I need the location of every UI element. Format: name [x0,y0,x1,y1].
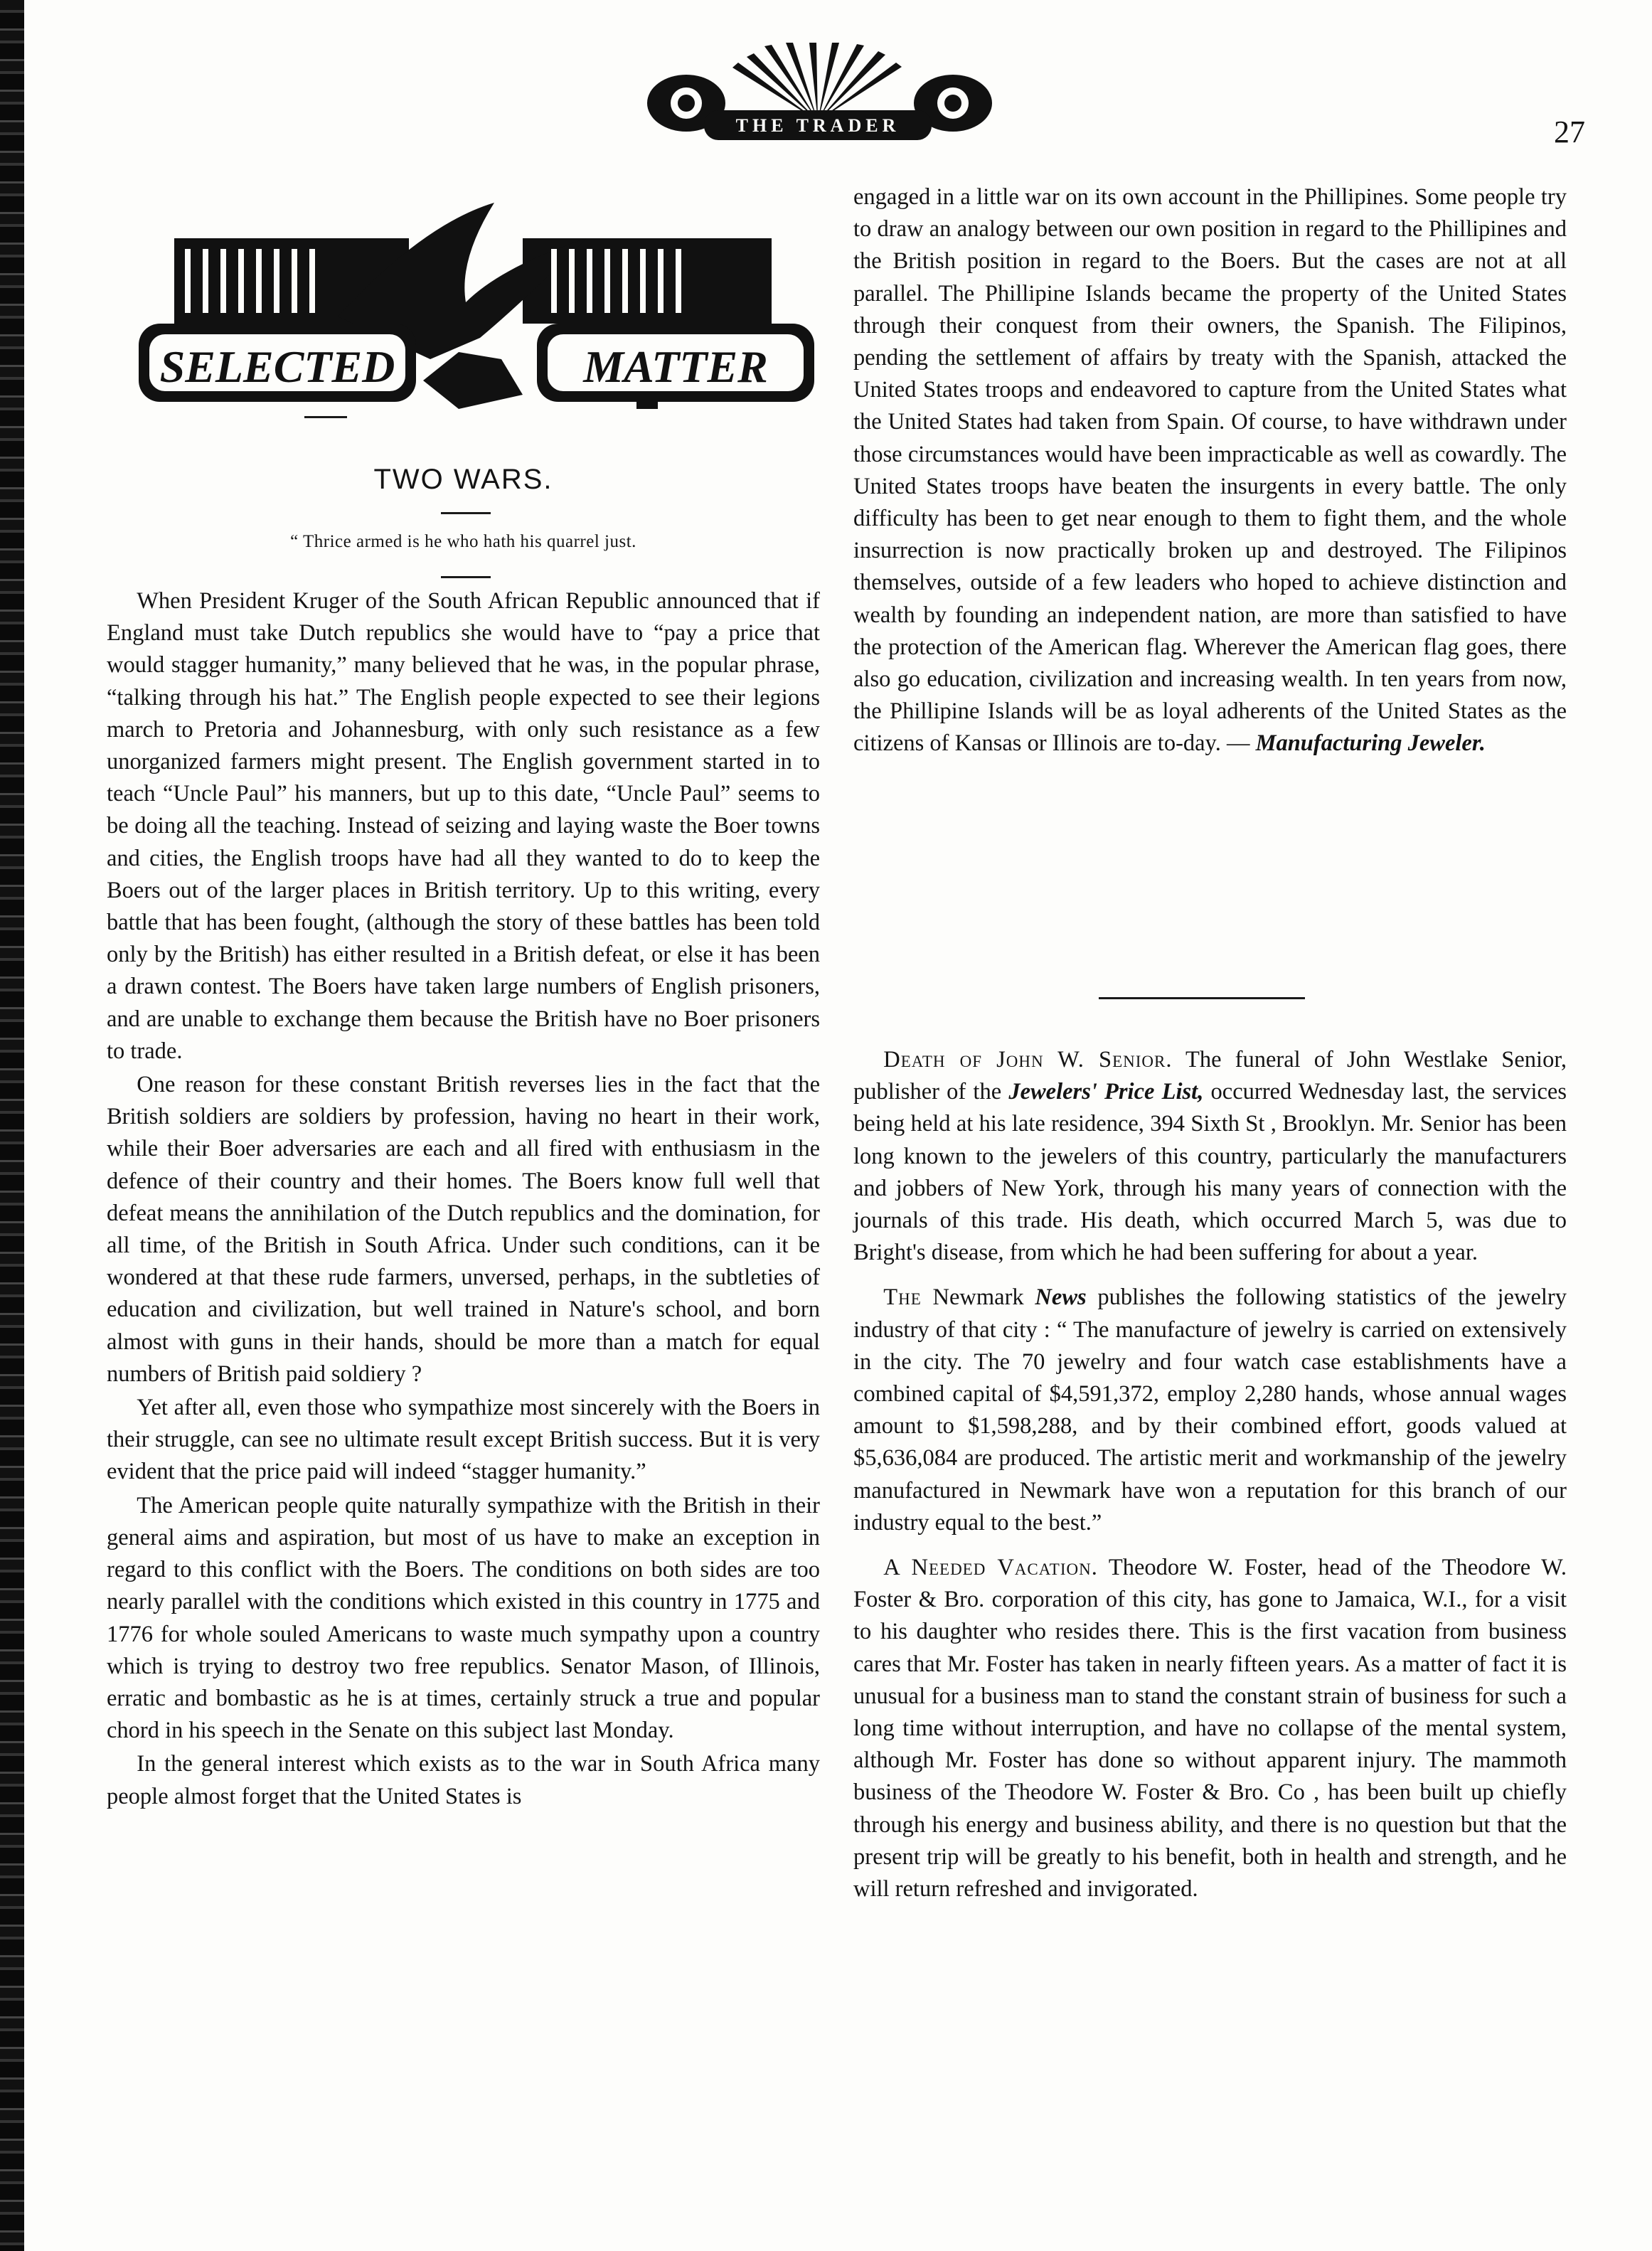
continuation-text: engaged in a little war on its own account in the Phillipines. Some people try to draw an analogy between our own position in regard to the Phillipines and the British position in regard to the Boers. But the cases are not at all parallel. The Phillipine Islands became the property of the United States through their conquest from their owners, the Spanish. The Filipinos, pending the settlement of affairs by treaty with the Spanish, attacked the United States troops and endeavored to capture from the United States what the United States had taken from Spain. Of course, to have withdrawn under those circumstances would have been impracticable as well as cowardly. The United States troops have beaten the insurgents in every battle. The only difficulty has been to get near enough to them to fight them, and the whole insurrection is now practically broken up and destroyed. The Filipinos themselves, outside of a few leaders who hoped to achieve distinction and wealth by founding an independent nation, are more than satisfied to have the protection of the American flag. Wherever the American flag goes, there also go education, civilization and increasing wealth. In ten years from now, the Phillipine Islands will be as loyal adherents of the United States as the citizens of Kansas or Illinois are to-day. — [853,184,1567,757]
article-paragraph: Yet after all, even those who sympathize most sincerely with the Boers in their struggle, can see no ultimate result except British success. But it is very evident that the price paid will indeed “stagger humanity.” [107,1395,820,1485]
news-item-head: The [883,1284,922,1311]
article-paragraph: When President Kruger of the South African Republic announced that if England must take Dutch republics she would have to “pay a price that would stagger humanity,” many believed that he was, in the popular phrase, “talking through his hat.” The English people expected to see their legions march to Pretoria and Johannesburg, with only such resistance as a few unorganized farmers might present. The English government started in to teach “Uncle Paul” his manners, but up to this date, “Uncle Paul” seems to be doing all the teaching. Instead of seizing and laying waste the Boer towns and cities, the English troops have had all they wanted to do to keep the Boers out of the larger places in British territory. Up to this writing, every battle that has been fought, (although the story of these battles has been told only by the British) has either resulted in a British defeat, or else it has been a drawn contest. The Boers have taken large numbers of English prisoners, and are unable to exchange them because the British have no Boer prisoners to trade. [107,588,820,1064]
article-paragraph: One reason for these constant British reverses lies in the fact that the British soldiers are soldiers by profession, having no heart in their work, while their Boer adversaries are each and all fired with enthusiasm in the defence of their country and their homes. The Boers know full well that defeat means the annihilation of the Dutch republics and the domination, for all time, of the British in South Africa. Under such conditions, can it be wondered at that these rude farmers, unversed, perhaps, in the subtleties of education and civilization, but well trained in Nature's school, and born almost with guns in their hands, should be more than a match for equal numbers of British paid soldiery ? [107,1072,820,1387]
news-item-text: occurred Wednesday last, the services being held at his late residence, 394 Sixth St , Brooklyn. Mr. Senior has been long known to the jewelers of this country, particularly the manufacturers and jobbers of New York, through his many years of connection with the journals of this trade. His death, which occurred March 5, was due to Bright's disease, from which he had been suffering for about a year. [853,1079,1567,1266]
news-item-head: Death of John W. Senior. [883,1047,1173,1073]
page-binding-edge [0,0,24,2251]
right-column-continuation [853,181,1567,760]
news-item-death [853,1044,1567,1269]
news-item-text: Newmark [921,1284,1035,1311]
article-source: Manufacturing Jeweler. [1255,730,1486,757]
news-item-text: The funeral of John Westlake Senior, publisher of the [853,1047,1567,1105]
news-item-text: Theodore W. Foster, head of the Theodore W. Foster & Bro. corporation of this city, has gone to Jamaica, W.I., for a visit to his daughter who resides there. This is the first vacation from business cares that Mr. Foster has taken in nearly fifteen years. As a matter of fact it is unusual for a business man to stand the constant strain of business for such a long time without interruption, and have no collapse of the mental system, although Mr. Foster has done so without apparent injury. The mammoth business of the Theodore W. Foster & Bro. Co , has been built up chiefly through his energy and business ability, and there is no question but that the present trip will be greatly to his benefit, both in health and strength, and he will return refreshed and invigorated. [853,1555,1567,1903]
news-item-publication: Jewelers' Price List, [1008,1079,1204,1105]
news-item-head: A Needed Vacation. [883,1555,1098,1581]
epigraph-rule [441,576,491,578]
right-column-news [853,1044,1567,1905]
news-item-newmark [853,1282,1567,1539]
masthead-title: THE TRADER [735,115,900,136]
news-item-vacation [853,1552,1567,1905]
banner-mark [304,416,347,418]
masthead-ornament [619,43,1017,149]
page-number: 27 [1554,115,1585,149]
news-item-publication: News [1035,1284,1087,1311]
article-paragraph: The American people quite naturally sympathize with the British in their general aims and aspiration, but most of us have to make an exception in regard to this conflict with the Boers. The conditions on both sides are too nearly parallel with the conditions which existed in this country in 1775 and 1776 for whole souled Americans to waste much sympathy upon a country which is trying to destroy two free republics. Senator Mason, of Illinois, erratic and bombastic as he is at times, certainly struck a true and popular chord in his speech in the Senate on this subject last Monday. [107,1492,820,1744]
title-rule [441,512,491,514]
banner-word-selected: SELECTED [159,341,395,392]
news-item-text: publishes the following statistics of the jewelry industry of that city : “ The manufacture of jewelry is carried on extensively in the city. The 70 jewelry and four watch case establishments have a combined capital of $4,591,372, employ 2,280 hands, whose annual wages amount to $1,598,288, and by their combined effort, goods valued at $5,636,084 are produced. The artistic merit and workmanship of the jewelry manufactured in Newmark have won a reputation for this branch of our industry equal to the best.” [853,1284,1567,1536]
article-title: TWO WARS. [373,464,553,495]
banner-word-matter: MATTER [583,341,768,392]
continuation-paragraph [853,181,1567,760]
article-epigraph: “ Thrice armed is he who hath his quarrel just. [290,532,636,551]
article-paragraph: In the general interest which exists as to the war in South Africa many people almost forget that the United States is [107,1751,820,1809]
left-column [107,585,820,1813]
selected-matter-banner [124,196,821,430]
section-rule [1099,997,1305,999]
